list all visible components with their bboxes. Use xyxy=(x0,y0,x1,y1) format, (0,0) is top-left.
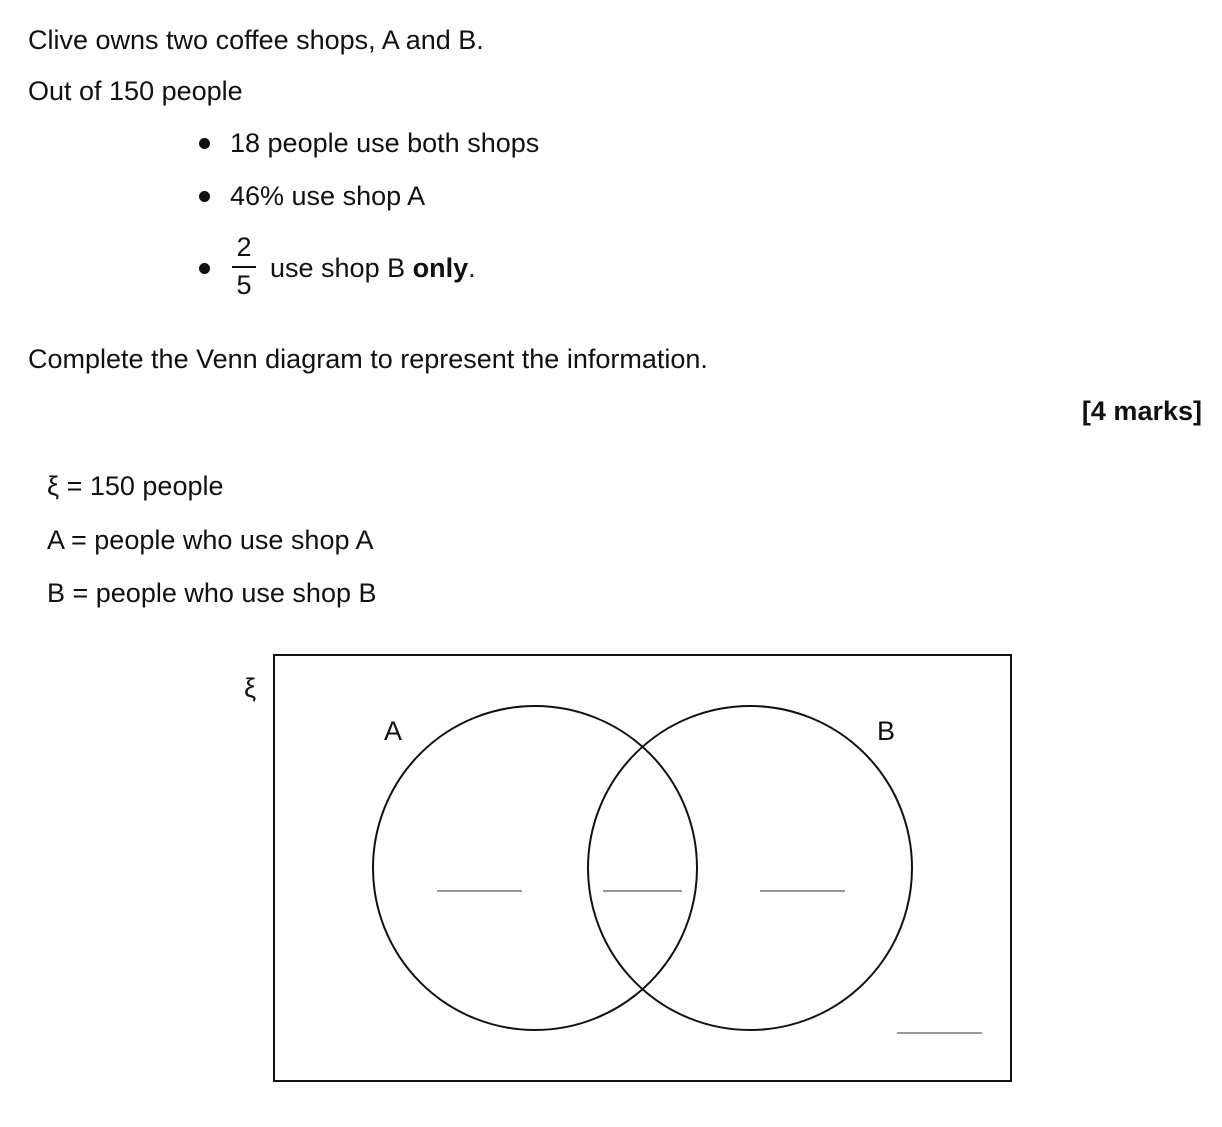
bullet-shop-b-text: use shop B xyxy=(270,253,406,283)
bullet-both-shops: 18 people use both shops xyxy=(230,128,540,158)
set-a-definition: A = people who use shop A xyxy=(47,525,374,555)
circle-a-label: A xyxy=(384,716,403,746)
fraction-denominator: 5 xyxy=(236,270,252,300)
bullet-shop-a-percent: 46% use shop A xyxy=(230,181,426,211)
marks-label: [4 marks] xyxy=(1081,396,1202,426)
instruction-text: Complete the Venn diagram to represent the information. xyxy=(28,344,708,374)
fraction-numerator: 2 xyxy=(236,232,252,262)
bullet-only-emphasis: only xyxy=(412,253,469,283)
circle-b xyxy=(588,706,912,1030)
bullet-full-stop: . xyxy=(468,253,476,283)
intro-text: Clive owns two coffee shops, A and B. xyxy=(28,25,484,55)
circle-a xyxy=(373,706,697,1030)
universal-set-definition: ξ = 150 people xyxy=(47,471,224,501)
out-of-text: Out of 150 people xyxy=(28,76,243,106)
set-b-definition: B = people who use shop B xyxy=(47,578,377,608)
universal-symbol: ξ xyxy=(244,673,257,703)
circle-b-label: B xyxy=(877,716,896,746)
